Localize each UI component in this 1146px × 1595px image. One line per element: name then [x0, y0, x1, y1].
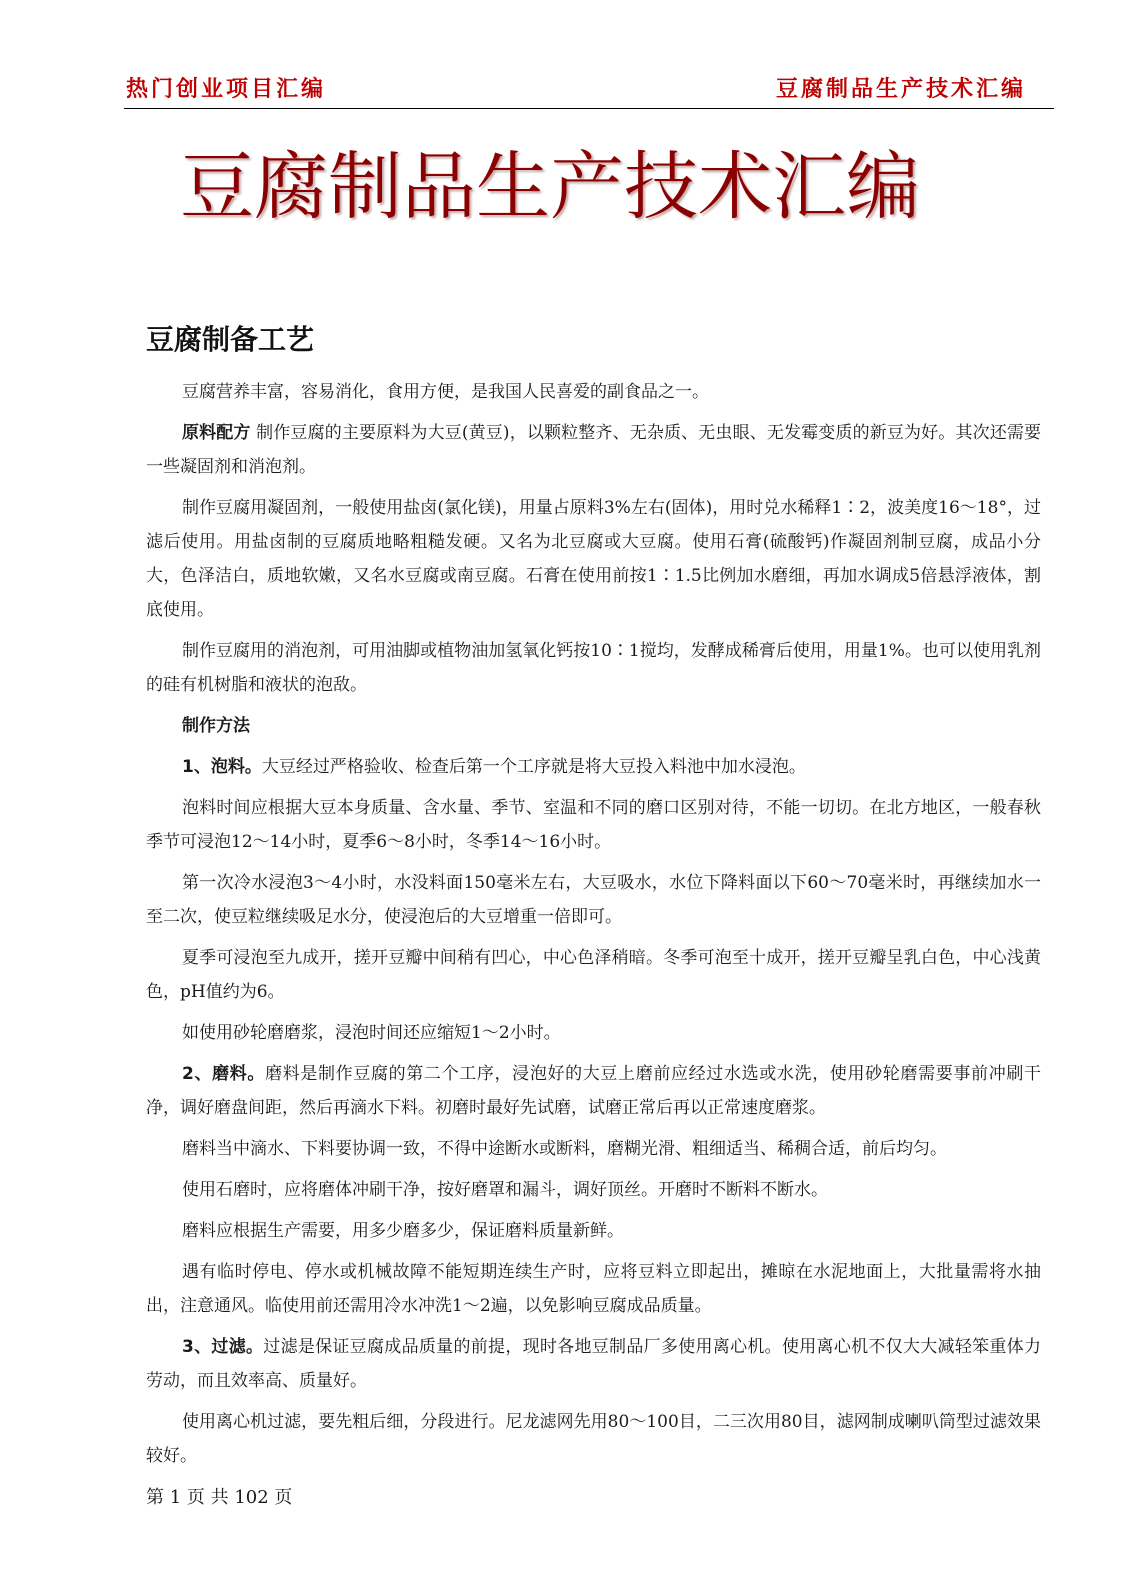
section-title: 豆腐制备工艺	[146, 323, 315, 356]
paragraph-text: 制作豆腐用的消泡剂，可用油脚或植物油加氢氧化钙按10∶1搅均，发酵成稀膏后使用，用量1%。也可以使用乳剂的硅有机树脂和液状的泡敌。	[146, 641, 1041, 695]
paragraph	[146, 1132, 1041, 1166]
paragraph-text: 过滤是保证豆腐成品质量的前提，现时各地豆制品厂多使用离心机。使用离心机不仅大大减轻笨重体力劳动，而且效率高、质量好。	[146, 1337, 1041, 1391]
paragraph	[146, 375, 1041, 409]
paragraph	[146, 1016, 1041, 1050]
paragraph	[146, 791, 1041, 859]
paragraph-text: 泡料时间应根据大豆本身质量、含水量、季节、室温和不同的磨口区别对待，不能一切切。在北方地区，一般春秋季节可浸泡12～14小时，夏季6～8小时，冬季14～16小时。	[146, 798, 1041, 852]
paragraph	[146, 866, 1041, 934]
paragraph-text: 磨料当中滴水、下料要协调一致，不得中途断水或断料，磨糊光滑、粗细适当、稀稠合适，前后均匀。	[182, 1139, 947, 1159]
paragraph	[146, 1255, 1041, 1323]
paragraph-text: 大豆经过严格验收、检查后第一个工序就是将大豆投入料池中加水浸泡。	[261, 757, 806, 777]
paragraph-text: 夏季可浸泡至九成开，搓开豆瓣中间稍有凹心，中心色泽稍暗。冬季可泡至十成开，搓开豆瓣呈乳白色，中心浅黄色，pH值约为6。	[146, 948, 1041, 1002]
document-body	[146, 375, 1041, 1480]
paragraph-text: 制作豆腐用凝固剂，一般使用盐卤(氯化镁)，用量占原料3%左右(固体)，用时兑水稀释1∶2，波美度16～18°，过滤后使用。用盐卤制的豆腐质地略粗糙发硬。又名为北豆腐或大豆腐。使用石膏(硫酸钙)作凝固剂制豆腐，成品小分大，色泽洁白，质地软嫩，又名水豆腐或南豆腐。石膏在使用前按1∶1.5比例加水磨细，再加水调成5倍悬浮液体，割底使用。	[146, 498, 1041, 620]
step-label: 3、过滤。	[182, 1337, 264, 1357]
paragraph	[146, 1405, 1041, 1473]
subsection-heading: 制作方法	[182, 716, 250, 736]
step-label: 1、泡料。	[182, 757, 262, 777]
paragraph-text: 豆腐营养丰富，容易消化，食用方便，是我国人民喜爱的副食品之一。	[182, 382, 709, 402]
paragraph	[146, 750, 1041, 784]
paragraph-text: 磨料是制作豆腐的第二个工序，浸泡好的大豆上磨前应经过水选或水洗，使用砂轮磨需要事前冲刷干净，调好磨盘间距，然后再滴水下料。初磨时最好先试磨，试磨正常后再以正常速度磨浆。	[146, 1064, 1041, 1118]
paragraph-text: 使用石磨时，应将磨体冲刷干净，按好磨罩和漏斗，调好顶丝。开磨时不断料不断水。	[182, 1180, 828, 1200]
header-left-text: 热门创业项目汇编	[126, 76, 327, 102]
paragraph-text: 第一次冷水浸泡3～4小时，水没料面150毫米左右，大豆吸水，水位下降料面以下60～70毫米时，再继续加水一至二次，使豆粒继续吸足水分，使浸泡后的大豆增重一倍即可。	[146, 873, 1041, 927]
paragraph	[146, 416, 1041, 484]
paragraph	[146, 634, 1041, 702]
paragraph-text: 如使用砂轮磨磨浆，浸泡时间还应缩短1～2小时。	[182, 1023, 561, 1043]
paragraph-text: 磨料应根据生产需要，用多少磨多少，保证磨料质量新鲜。	[182, 1221, 624, 1241]
paragraph-text: 制作豆腐的主要原料为大豆(黄豆)，以颗粒整齐、无杂质、无虫眼、无发霉变质的新豆为好。其次还需要一些凝固剂和消泡剂。	[146, 423, 1042, 477]
page-footer: 第 1 页 共 102 页	[146, 1487, 293, 1508]
header-right-text: 豆腐制品生产技术汇编	[775, 76, 1026, 102]
paragraph	[146, 1214, 1041, 1248]
paragraph-label: 原料配方	[182, 423, 251, 443]
paragraph	[146, 491, 1041, 627]
paragraph-text: 使用离心机过滤，要先粗后细，分段进行。尼龙滤网先用80～100目，二三次用80目，滤网制成喇叭筒型过滤效果较好。	[146, 1412, 1041, 1466]
step-label: 2、磨料。	[182, 1064, 266, 1084]
paragraph	[146, 941, 1041, 1009]
paragraph	[146, 1173, 1041, 1207]
document-title: 豆腐制品生产技术汇编	[180, 144, 920, 230]
paragraph-text: 遇有临时停电、停水或机械故障不能短期连续生产时，应将豆料立即起出，摊晾在水泥地面上，大批量需将水抽出，注意通风。临使用前还需用冷水冲洗1～2遍，以免影响豆腐成品质量。	[146, 1262, 1041, 1316]
paragraph	[146, 1057, 1041, 1125]
paragraph	[146, 709, 1041, 743]
paragraph	[146, 1330, 1041, 1398]
page-header	[124, 62, 1054, 109]
